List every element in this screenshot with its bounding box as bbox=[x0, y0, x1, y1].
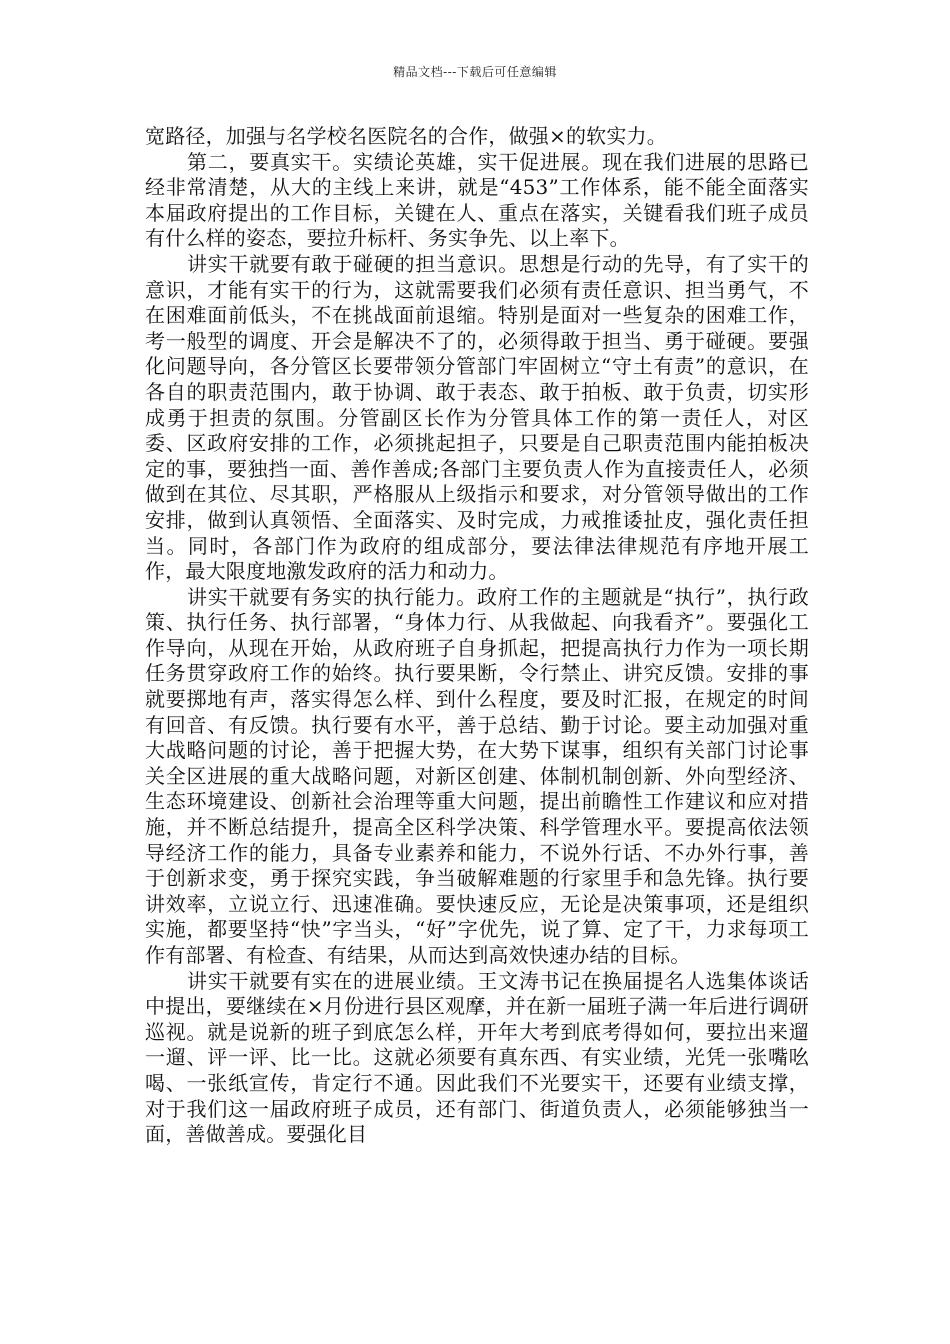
document-body bbox=[145, 124, 809, 1148]
paragraph-3: 讲实干就要有敢于碰硬的担当意识。思想是行动的先导，有了实干的意识，才能有实干的行为，这就需要我们必须有责任意识、担当勇气，不在困难面前低头，不在挑战面前退缩。特别是面对一些复杂的困难工作，考一般型的调度、开会是解决不了的，必须得敢于担当、勇于碰硬。要强化问题导向，各分管区长要带领分管部门牢固树立“守土有责”的意识，在各自的职责范围内，敢于协调、敢于表态、敢于拍板、敢于负责，切实形成勇于担责的氛围。分管副区长作为分管具体工作的第一责任人，对区委、区政府安排的工作，必须挑起担子，只要是自己职责范围内能拍板决定的事，要独挡一面、善作善成;各部门主要负责人作为直接责任人，必须做到在其位、尽其职，严格服从上级指示和要求，对分管领导做出的工作安排，做到认真领悟、全面落实、及时完成，力戒推诿扯皮，强化责任担当。同时，各部门作为政府的组成部分，要法律法律规范有序地开展工作，最大限度地激发政府的活力和动力。 bbox=[145, 251, 809, 584]
paragraph-4: 讲实干就要有务实的执行能力。政府工作的主题就是“执行”，执行政策、执行任务、执行部署，“身体力行、从我做起、向我看齐”。要强化工作导向，从现在开始，从政府班子自身抓起，把提高执行力作为一项长期任务贯穿政府工作的始终。执行要果断，令行禁止、讲究反馈。安排的事就要掷地有声，落实得怎么样、到什么程度，要及时汇报，在规定的时间有回音、有反馈。执行要有水平，善于总结、勤于讨论。要主动加强对重大战略问题的讨论，善于把握大势，在大势下谋事，组织有关部门讨论事关全区进展的重大战略问题，对新区创建、体制机制创新、外向型经济、生态环境建设、创新社会治理等重大问题，提出前瞻性工作建议和应对措施，并不断总结提升，提高全区科学决策、科学管理水平。要提高依法领导经济工作的能力，具备专业素养和能力，不说外行话、不办外行事，善于创新求变，勇于探究实践，争当破解难题的行家里手和急先锋。执行要讲效率，立说立行、迅速准确。要快速反应，无论是决策事项，还是组织实施，都要坚持“快”字当头，“好”字优先，说了算、定了干，力求每项工作有部署、有检查、有结果，从而达到高效快速办结的目标。 bbox=[145, 584, 809, 967]
paragraph-1: 宽路径，加强与名学校名医院名的合作，做强×的软实力。 bbox=[145, 124, 667, 148]
paragraph-2: 第二，要真实干。实绩论英雄，实干促进展。现在我们进展的思路已经非常清楚，从大的主线上来讲，就是“453”工作体系，能不能全面落实本届政府提出的工作目标，关键在人、重点在落实，关键看我们班子成员有什么样的姿态，要拉升标杆、务实争先、以上率下。 bbox=[145, 149, 809, 251]
paragraph-5: 讲实干就要有实在的进展业绩。王文涛书记在换届提名人选集体谈话中提出，要继续在×月份进行县区观摩，并在新一届班子满一年后进行调研巡视。就是说新的班子到底怎么样，开年大考到底考得如何，要拉出来遛一遛、评一评、比一比。这就必须要有真东西、有实业绩，光凭一张嘴吆喝、一张纸宣传，肯定行不通。因此我们不光要实干，还要有业绩支撑，对于我们这一届政府班子成员，还有部门、街道负责人，必须能够独当一面，善做善成。要强化目 bbox=[145, 968, 809, 1147]
page-header: 精品文档---下载后可任意编辑 bbox=[393, 65, 557, 79]
